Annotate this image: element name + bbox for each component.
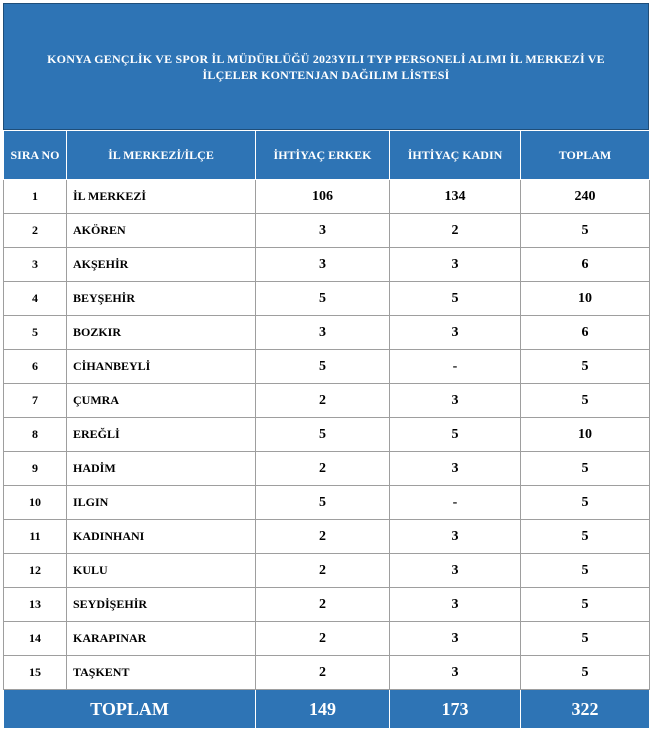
row-kadin-count: 3 <box>390 316 521 350</box>
header-erkek: İHTİYAÇ ERKEK <box>256 131 390 180</box>
row-number: 5 <box>4 316 67 350</box>
row-district-name: BEYŞEHİR <box>67 282 256 316</box>
table-row <box>4 486 650 520</box>
table-row <box>4 418 650 452</box>
row-toplam-count: 5 <box>521 384 650 418</box>
row-toplam-count: 6 <box>521 248 650 282</box>
row-erkek-count: 3 <box>256 214 390 248</box>
row-toplam-count: 5 <box>521 554 650 588</box>
table-row <box>4 622 650 656</box>
row-erkek-count: 2 <box>256 554 390 588</box>
row-erkek-count: 2 <box>256 520 390 554</box>
row-kadin-count: 134 <box>390 180 521 214</box>
total-row <box>4 690 650 729</box>
row-number: 8 <box>4 418 67 452</box>
header-row <box>4 131 650 180</box>
document-title: KONYA GENÇLİK VE SPOR İL MÜDÜRLÜĞÜ 2023YILI TYP PERSONELİ ALIMI İL MERKEZİ VE İLÇELER KONTENJAN DAĞILIM LİSTESİ <box>3 3 649 130</box>
row-erkek-count: 2 <box>256 656 390 690</box>
row-district-name: EREĞLİ <box>67 418 256 452</box>
row-district-name: ILGIN <box>67 486 256 520</box>
row-erkek-count: 2 <box>256 384 390 418</box>
row-kadin-count: 2 <box>390 214 521 248</box>
row-district-name: KADINHANI <box>67 520 256 554</box>
row-toplam-count: 5 <box>521 622 650 656</box>
table-row <box>4 452 650 486</box>
row-toplam-count: 5 <box>521 350 650 384</box>
row-toplam-count: 6 <box>521 316 650 350</box>
header-toplam: TOPLAM <box>521 131 650 180</box>
row-kadin-count: 3 <box>390 656 521 690</box>
row-toplam-count: 5 <box>521 214 650 248</box>
total-kadin: 173 <box>390 690 521 729</box>
header-kadin: İHTİYAÇ KADIN <box>390 131 521 180</box>
row-number: 6 <box>4 350 67 384</box>
row-district-name: BOZKIR <box>67 316 256 350</box>
header-sira-no: SIRA NO <box>4 131 67 180</box>
row-number: 9 <box>4 452 67 486</box>
row-number: 1 <box>4 180 67 214</box>
row-district-name: SEYDİŞEHİR <box>67 588 256 622</box>
row-erkek-count: 5 <box>256 282 390 316</box>
header-ilce: İL MERKEZİ/İLÇE <box>67 131 256 180</box>
row-kadin-count: 3 <box>390 384 521 418</box>
row-erkek-count: 106 <box>256 180 390 214</box>
row-erkek-count: 3 <box>256 248 390 282</box>
row-district-name: HADİM <box>67 452 256 486</box>
row-kadin-count: 3 <box>390 452 521 486</box>
row-number: 12 <box>4 554 67 588</box>
total-toplam: 322 <box>521 690 650 729</box>
row-toplam-count: 5 <box>521 656 650 690</box>
row-kadin-count: 5 <box>390 418 521 452</box>
row-number: 15 <box>4 656 67 690</box>
table-row <box>4 248 650 282</box>
row-toplam-count: 5 <box>521 452 650 486</box>
row-kadin-count: 3 <box>390 588 521 622</box>
table-row <box>4 554 650 588</box>
row-erkek-count: 5 <box>256 486 390 520</box>
table-row <box>4 316 650 350</box>
row-toplam-count: 240 <box>521 180 650 214</box>
table-row <box>4 350 650 384</box>
document-page <box>3 3 649 729</box>
table-row <box>4 282 650 316</box>
row-kadin-count: 3 <box>390 622 521 656</box>
row-district-name: KARAPINAR <box>67 622 256 656</box>
row-number: 14 <box>4 622 67 656</box>
table-row <box>4 384 650 418</box>
row-kadin-count: 5 <box>390 282 521 316</box>
row-number: 10 <box>4 486 67 520</box>
row-toplam-count: 5 <box>521 588 650 622</box>
row-erkek-count: 3 <box>256 316 390 350</box>
row-toplam-count: 10 <box>521 418 650 452</box>
row-kadin-count: 3 <box>390 554 521 588</box>
table-row <box>4 214 650 248</box>
row-number: 3 <box>4 248 67 282</box>
row-number: 4 <box>4 282 67 316</box>
row-erkek-count: 2 <box>256 588 390 622</box>
table-row <box>4 656 650 690</box>
row-district-name: İL MERKEZİ <box>67 180 256 214</box>
row-erkek-count: 5 <box>256 418 390 452</box>
row-erkek-count: 2 <box>256 452 390 486</box>
row-number: 2 <box>4 214 67 248</box>
row-number: 11 <box>4 520 67 554</box>
row-erkek-count: 2 <box>256 622 390 656</box>
row-toplam-count: 5 <box>521 486 650 520</box>
total-erkek: 149 <box>256 690 390 729</box>
total-label: TOPLAM <box>4 690 256 729</box>
row-kadin-count: - <box>390 350 521 384</box>
table-row <box>4 180 650 214</box>
row-erkek-count: 5 <box>256 350 390 384</box>
row-number: 13 <box>4 588 67 622</box>
row-toplam-count: 10 <box>521 282 650 316</box>
row-number: 7 <box>4 384 67 418</box>
row-kadin-count: 3 <box>390 248 521 282</box>
row-district-name: ÇUMRA <box>67 384 256 418</box>
row-district-name: AKÖREN <box>67 214 256 248</box>
row-district-name: TAŞKENT <box>67 656 256 690</box>
table-row <box>4 588 650 622</box>
row-district-name: AKŞEHİR <box>67 248 256 282</box>
quota-table <box>3 130 650 729</box>
table-row <box>4 520 650 554</box>
row-kadin-count: 3 <box>390 520 521 554</box>
row-kadin-count: - <box>390 486 521 520</box>
row-toplam-count: 5 <box>521 520 650 554</box>
table-body <box>4 180 650 690</box>
row-district-name: KULU <box>67 554 256 588</box>
row-district-name: CİHANBEYLİ <box>67 350 256 384</box>
